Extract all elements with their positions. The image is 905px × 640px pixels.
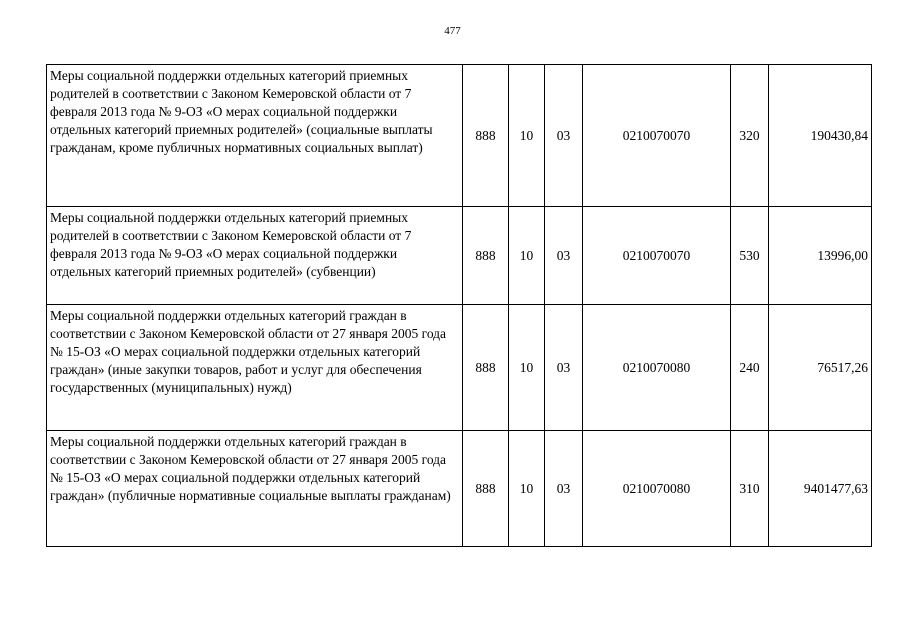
- amount: 76517,26: [769, 305, 872, 431]
- amount: 9401477,63: [769, 431, 872, 547]
- ministry-code: 888: [463, 65, 509, 207]
- subsection-code: 03: [545, 431, 583, 547]
- expense-description: Меры социальной поддержки отдельных категорий приемных родителей в соответствии с Законом Кемеровской области от 7 февраля 2013 года № 9-ОЗ «О мерах социальной поддержки отдельных категорий приемных родителей» (субвенции): [47, 207, 463, 305]
- budget-table: [46, 64, 872, 547]
- table-row: [47, 305, 872, 431]
- section-code: 10: [509, 305, 545, 431]
- amount: 13996,00: [769, 207, 872, 305]
- target-article-code: 0210070070: [583, 207, 731, 305]
- target-article-code: 0210070080: [583, 431, 731, 547]
- table-row: [47, 65, 872, 207]
- section-code: 10: [509, 207, 545, 305]
- ministry-code: 888: [463, 305, 509, 431]
- section-code: 10: [509, 431, 545, 547]
- expense-description: Меры социальной поддержки отдельных категорий граждан в соответствии с Законом Кемеровской области от 27 января 2005 года № 15-ОЗ «О мерах социальной поддержки отдельных категорий граждан» (иные закупки товаров, работ и услуг для обеспечения государственных (муниципальных) нужд): [47, 305, 463, 431]
- table-row: [47, 431, 872, 547]
- target-article-code: 0210070080: [583, 305, 731, 431]
- expense-description: Меры социальной поддержки отдельных категорий граждан в соответствии с Законом Кемеровской области от 27 января 2005 года № 15-ОЗ «О мерах социальной поддержки отдельных категорий граждан» (публичные нормативные социальные выплаты гражданам): [47, 431, 463, 547]
- expense-type-code: 320: [731, 65, 769, 207]
- amount: 190430,84: [769, 65, 872, 207]
- section-code: 10: [509, 65, 545, 207]
- ministry-code: 888: [463, 431, 509, 547]
- subsection-code: 03: [545, 305, 583, 431]
- subsection-code: 03: [545, 207, 583, 305]
- target-article-code: 0210070070: [583, 65, 731, 207]
- ministry-code: 888: [463, 207, 509, 305]
- expense-type-code: 310: [731, 431, 769, 547]
- subsection-code: 03: [545, 65, 583, 207]
- expense-type-code: 240: [731, 305, 769, 431]
- table-row: [47, 207, 872, 305]
- expense-description: Меры социальной поддержки отдельных категорий приемных родителей в соответствии с Законом Кемеровской области от 7 февраля 2013 года № 9-ОЗ «О мерах социальной поддержки отдельных категорий приемных родителей» (социальные выплаты гражданам, кроме публичных нормативных социальных выплат): [47, 65, 463, 207]
- expense-type-code: 530: [731, 207, 769, 305]
- page-number: 477: [444, 25, 461, 37]
